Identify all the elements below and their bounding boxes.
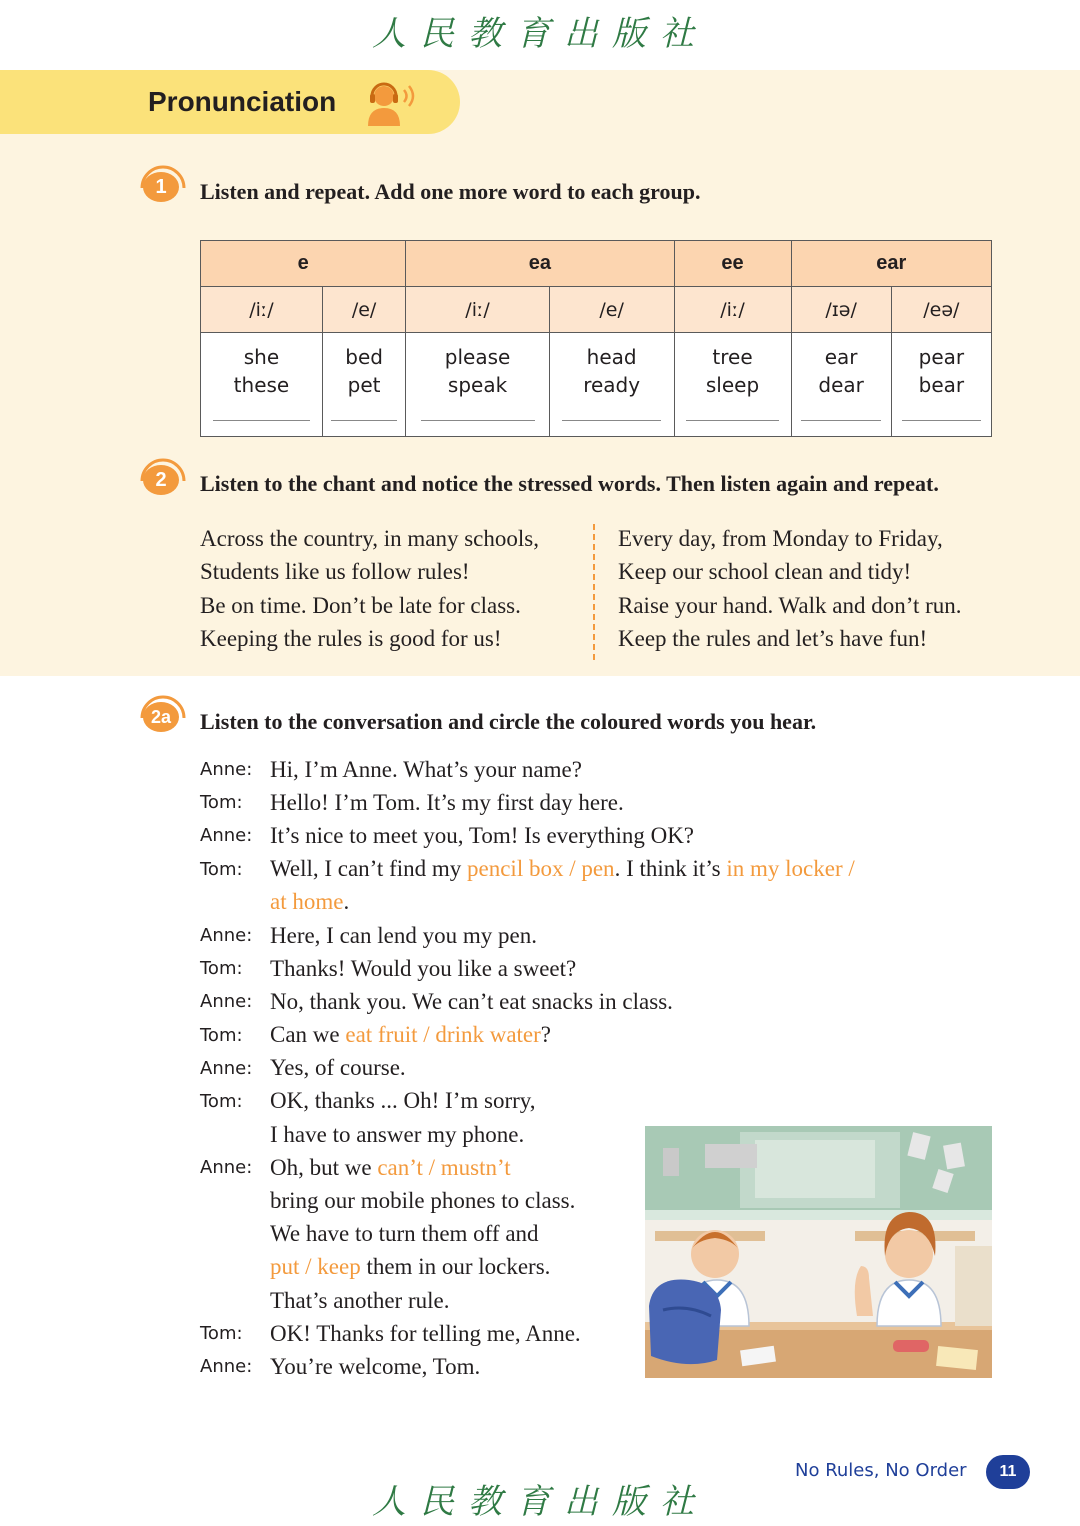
speaker-label: Anne:: [200, 759, 253, 781]
word-choice-option[interactable]: in my locker /: [726, 856, 855, 882]
dialogue-line: [200, 952, 1000, 985]
chant-line: Keep the rules and let’s have fun!: [618, 625, 928, 651]
dialogue-fragment: You’re welcome, Tom.: [270, 1353, 481, 1379]
dialogue-text: [270, 1288, 449, 1314]
word: pear: [918, 345, 965, 369]
word: bear: [918, 373, 965, 397]
dialogue-fragment: It’s nice to meet you, Tom! Is everything OK?: [270, 822, 695, 848]
dialogue-text: [270, 1321, 581, 1347]
sound-symbol: /e/: [322, 287, 405, 333]
word-choice-option[interactable]: put / keep: [270, 1254, 361, 1280]
dialogue-text: [270, 1055, 406, 1081]
sound-symbol: /e/: [549, 287, 674, 333]
dialogue-line: [200, 853, 1000, 886]
dialogue-text: [270, 1254, 550, 1280]
dialogue-line: [200, 1085, 1000, 1118]
dialogue-fragment: That’s another rule.: [270, 1287, 450, 1313]
speaker-label: Tom:: [200, 1090, 243, 1112]
dialogue-fragment: Hi, I’m Anne. What’s your name?: [270, 756, 582, 782]
letter-header: ear: [791, 241, 991, 287]
speaker-label: Anne:: [200, 925, 253, 947]
answer-blank[interactable]: [801, 407, 880, 421]
word: tree: [712, 345, 753, 369]
answer-blank[interactable]: [902, 407, 981, 421]
activity-1-badge: [138, 162, 188, 206]
dialogue-fragment: Can we: [270, 1022, 346, 1048]
word: dear: [818, 373, 864, 397]
dialogue-fragment: OK, thanks ... Oh! I’m sorry,: [270, 1088, 536, 1114]
word-choice-option[interactable]: pencil box / pen: [467, 856, 615, 882]
dialogue-text: [270, 1155, 511, 1181]
speaker-label: Tom:: [200, 1024, 243, 1046]
activity-1-instruction: Listen and repeat. Add one more word to each group.: [200, 179, 701, 204]
answer-blank[interactable]: [213, 407, 310, 421]
word-choice-option[interactable]: at home: [270, 889, 344, 915]
chant-line: Be on time. Don’t be late for class.: [200, 592, 521, 618]
chant-line: Keep our school clean and tidy!: [618, 559, 912, 585]
dialogue-line: [200, 819, 1000, 852]
chant-line: Every day, from Monday to Friday,: [618, 526, 943, 551]
dialogue-fragment: .: [343, 889, 350, 915]
dialogue-line: [200, 1019, 1000, 1052]
sound-symbol: /iː/: [406, 287, 549, 333]
activity-2a-number: 2a: [143, 702, 179, 732]
word: head: [586, 345, 637, 369]
speaker-label: Anne:: [200, 1157, 253, 1179]
word: speak: [447, 373, 508, 397]
dialogue-fragment: Oh, but we: [270, 1154, 378, 1180]
word: ready: [583, 373, 641, 397]
classroom-illustration: [645, 1126, 992, 1378]
word: please: [444, 345, 511, 369]
speaker-label: Tom:: [200, 1323, 243, 1345]
sound-symbol: /iː/: [201, 287, 323, 333]
letter-header: ea: [406, 241, 674, 287]
word: sleep: [705, 373, 760, 397]
dialogue-fragment: them in our lockers.: [360, 1254, 551, 1280]
word-cell: [674, 333, 791, 437]
dialogue-line: [200, 919, 1000, 952]
dialogue-fragment: Well, I can’t find my: [270, 856, 468, 882]
word: pet: [347, 373, 381, 397]
speaker-label: Anne:: [200, 1356, 253, 1378]
word-cell: [891, 333, 991, 437]
answer-blank[interactable]: [421, 407, 535, 421]
dialogue-text: [270, 889, 349, 915]
chant-line: Across the country, in many schools,: [200, 526, 539, 551]
activity-2-instruction: Listen to the chant and notice the stressed words. Then listen again and repeat.: [200, 471, 939, 496]
dialogue-fragment: Hello! I’m Tom. It’s my first day here.: [270, 789, 624, 815]
dialogue-line: [200, 985, 1000, 1018]
page-number: 11: [986, 1455, 1030, 1489]
word-choice-option[interactable]: can’t / mustn’t: [377, 1154, 511, 1180]
dialogue-text: [270, 757, 582, 783]
publisher-logo-bottom: 人民教育出版社: [372, 1482, 708, 1522]
sound-symbol: /eə/: [891, 287, 991, 333]
word-cell: [322, 333, 405, 437]
dialogue-text: [270, 790, 624, 816]
dialogue-fragment: OK! Thanks for telling me, Anne.: [270, 1320, 581, 1346]
dialogue-fragment: bring our mobile phones to class.: [270, 1188, 576, 1214]
dialogue-line: [200, 1052, 1000, 1085]
activity-2-badge: [138, 455, 188, 499]
speaker-label: Anne:: [200, 825, 253, 847]
speaker-label: Tom:: [200, 792, 243, 814]
activity-2-number: 2: [143, 465, 179, 495]
dialogue-line: [200, 753, 1000, 786]
answer-blank[interactable]: [331, 407, 397, 421]
dialogue-text: [270, 856, 855, 882]
dialogue-text: [270, 1354, 480, 1380]
word: these: [233, 373, 290, 397]
word: bed: [345, 345, 383, 369]
speaker-label: Tom:: [200, 958, 243, 980]
speaker-label: Tom:: [200, 858, 243, 880]
dialogue-text: [270, 923, 537, 949]
chant-line: Keeping the rules is good for us!: [200, 625, 502, 651]
sound-symbol: /ɪə/: [791, 287, 891, 333]
sound-symbol: /iː/: [674, 287, 791, 333]
dialogue-text: [270, 956, 576, 982]
dialogue-fragment: Thanks! Would you like a sweet?: [270, 955, 577, 981]
answer-blank[interactable]: [562, 407, 661, 421]
letter-header: ee: [674, 241, 791, 287]
dialogue-fragment: Here, I can lend you my pen.: [270, 922, 537, 948]
activity-2a-badge: [138, 692, 188, 736]
dialogue-text: [270, 823, 694, 849]
publisher-logo-top: 人民教育出版社: [372, 14, 708, 54]
dialogue-text: [270, 989, 673, 1015]
answer-blank[interactable]: [686, 407, 779, 421]
headphones-listener-icon: [364, 80, 418, 126]
word-cell: [406, 333, 549, 437]
dialogue-text: [270, 1122, 524, 1148]
speaker-label: Anne:: [200, 1057, 253, 1079]
activity-2a-instruction: Listen to the conversation and circle the coloured words you hear.: [200, 709, 817, 734]
word-cell: [549, 333, 674, 437]
unit-title: No Rules, No Order: [795, 1460, 967, 1481]
dialogue-fragment: . I think it’s: [614, 856, 727, 882]
word-cell: [791, 333, 891, 437]
dialogue-text: [270, 1188, 575, 1214]
word: ear: [824, 345, 858, 369]
dialogue-line: [200, 886, 1000, 919]
chant-line: Students like us follow rules!: [200, 559, 470, 585]
dialogue-fragment: Yes, of course.: [270, 1055, 406, 1081]
dialogue-fragment: No, thank you. We can’t eat snacks in class.: [270, 988, 673, 1014]
section-title: Pronunciation: [148, 86, 337, 117]
chant-left-column: [200, 522, 539, 655]
activity-1-number: 1: [143, 172, 179, 202]
letter-header: e: [201, 241, 406, 287]
dialogue-text: [270, 1022, 551, 1048]
word-cell: [201, 333, 323, 437]
speaker-label: Anne:: [200, 991, 253, 1013]
chant-divider: [593, 524, 595, 660]
dialogue-text: [270, 1088, 536, 1114]
sound-table: [200, 240, 992, 437]
chant-line: Raise your hand. Walk and don’t run.: [618, 592, 962, 618]
dialogue-line: [200, 786, 1000, 819]
dialogue-fragment: ?: [540, 1022, 552, 1048]
dialogue-fragment: I have to answer my phone.: [270, 1121, 525, 1147]
word: she: [243, 345, 280, 369]
dialogue-text: [270, 1221, 539, 1247]
dialogue-fragment: We have to turn them off and: [270, 1221, 539, 1247]
chant-right-column: [618, 522, 962, 655]
word-choice-option[interactable]: eat fruit / drink water: [345, 1022, 541, 1048]
